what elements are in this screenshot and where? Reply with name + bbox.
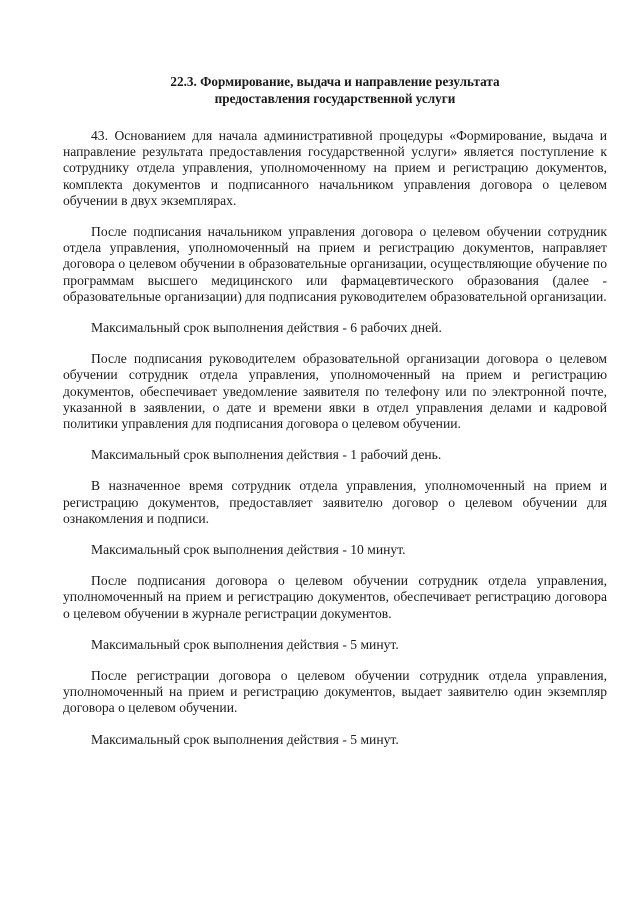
paragraph-10: После регистрации договора о целевом обучении сотрудник отдела управления, уполномоченный на прием и регистрацию документов, выдает заявителю один экземпляр договора о целевом обучении. bbox=[63, 668, 607, 716]
paragraph-3: Максимальный срок выполнения действия - 6 рабочих дней. bbox=[91, 320, 442, 336]
paragraph-1: 43. Основанием для начала административной процедуры «Формирование, выдача и направление результата предоставления государственной услуги» является поступление к сотруднику отдела управления, уполномоченному на прием и регистрацию документов, комплекта документов и подписанного начальником управления договора о целевом обучении в двух экземплярах. bbox=[63, 128, 607, 208]
paragraph-5: Максимальный срок выполнения действия - 1 рабочий день. bbox=[91, 447, 442, 463]
paragraph-2: После подписания начальником управления договора о целевом обучении сотрудник отдела управления, уполномоченный на прием и регистрацию документов, направляет договора о целевом обучении в образовательные организации, осуществляющие обучение по программам высшего медицинского или фармацевтического образования (далее - образовательные организации) для подписания руководителем образовательной организации. bbox=[63, 224, 607, 304]
paragraph-9: Максимальный срок выполнения действия - 5 минут. bbox=[91, 636, 399, 652]
paragraph-7: Максимальный срок выполнения действия - 10 минут. bbox=[91, 542, 406, 558]
section-heading-line-2: предоставления государственной услуги bbox=[214, 91, 456, 106]
section-heading-line-1: 22.3. Формирование, выдача и направление результата bbox=[170, 74, 500, 89]
paragraph-4: После подписания руководителем образовательной организации договора о целевом обучении сотрудник отдела управления, уполномоченный на прием и регистрацию документов, обеспечивает уведомление заявителя по телефону или по электронной почте, указанной в заявлении, о дате и времени явки в отдел управления делами и кадровой политики управления для подписания договора о целевом обучении. bbox=[63, 351, 607, 432]
paragraph-8: После подписания договора о целевом обучении сотрудник отдела управления, уполномоченный на прием и регистрацию документов, обеспечивает регистрацию договора о целевом обучении в журнале регистрации документов. bbox=[63, 573, 607, 621]
paragraph-6: В назначенное время сотрудник отдела управления, уполномоченный на прием и регистрацию документов, предоставляет заявителю договор о целевом обучении для ознакомления и подписи. bbox=[63, 478, 607, 526]
paragraph-11: Максимальный срок выполнения действия - 5 минут. bbox=[91, 731, 399, 747]
section-heading bbox=[63, 73, 607, 107]
